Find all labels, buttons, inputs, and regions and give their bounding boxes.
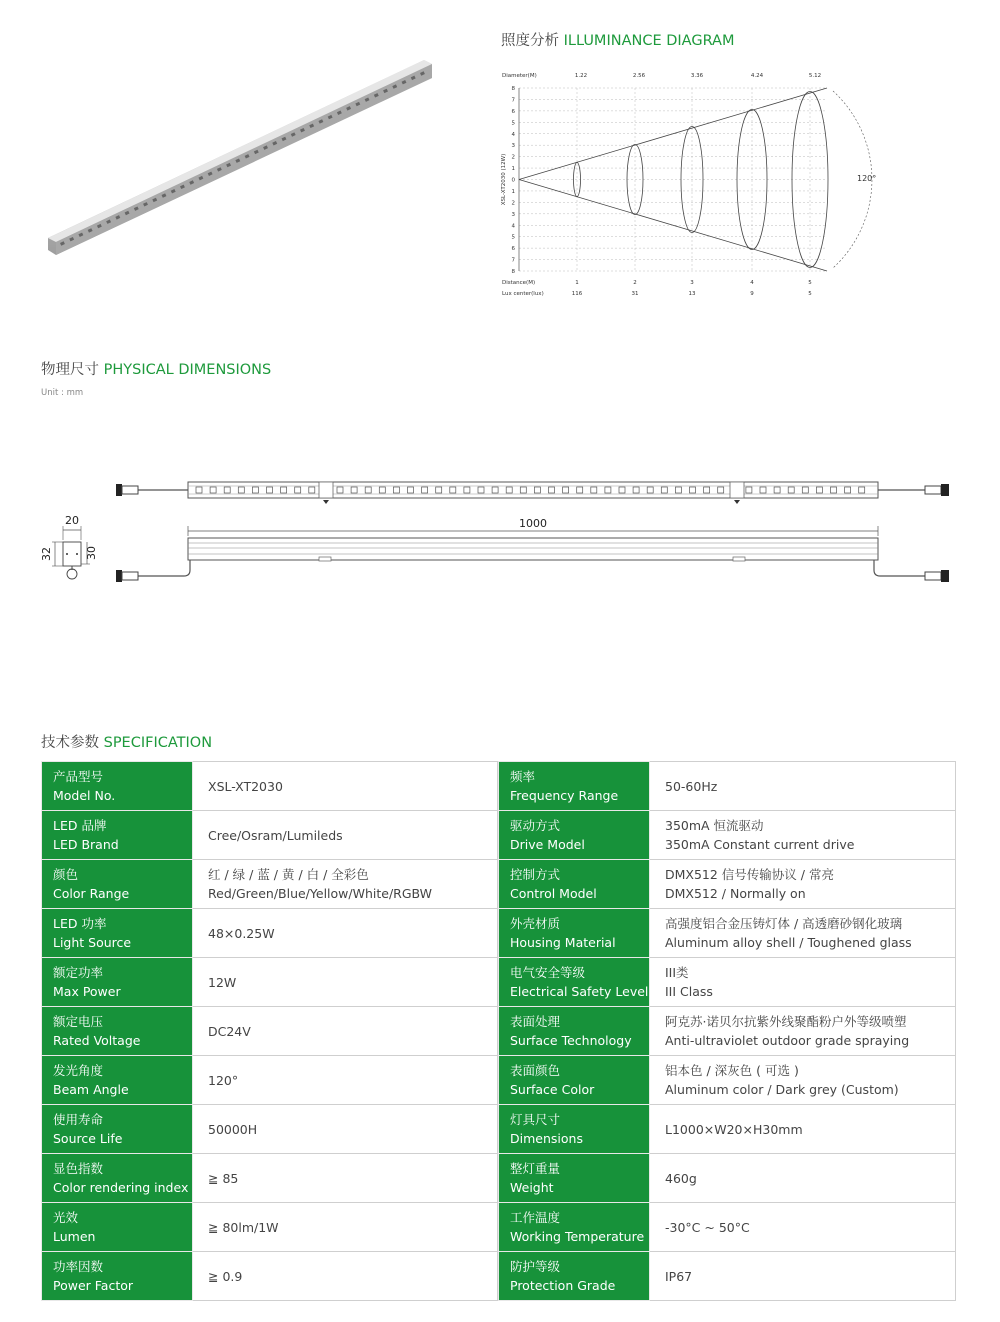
spec-label [42, 958, 193, 1007]
spec-value [650, 860, 956, 909]
led-chip [647, 487, 653, 493]
led-chip [267, 487, 273, 493]
illuminance-title-cn: 照度分析 [501, 33, 559, 49]
spec-label-en: Source Life [53, 1131, 123, 1146]
spec-label-en: Max Power [53, 984, 121, 999]
led-chip [408, 487, 414, 493]
spec-value-line: III类 [665, 965, 689, 980]
illuminance-diagram [495, 65, 895, 305]
led-chip [252, 487, 258, 493]
spec-value-line: Aluminum color / Dark grey (Custom) [665, 1082, 899, 1097]
illuminance-title-en: ILLUMINANCE DIAGRAM [563, 33, 735, 49]
lux-value: 5 [808, 291, 812, 297]
spec-value-line: L1000×W20×H30mm [665, 1121, 803, 1137]
spec-label [42, 1252, 193, 1301]
spec-label-cn: 整灯重量 [510, 1161, 561, 1176]
spec-label-cn: 工作温度 [510, 1210, 561, 1225]
led-chip [845, 487, 851, 493]
spec-label-en: Surface Technology [510, 1033, 632, 1048]
spec-label [499, 1154, 650, 1203]
spec-label [499, 1056, 650, 1105]
spec-label-en: Protection Grade [510, 1278, 616, 1293]
spec-value-line: DMX512 信号传输协议 / 常亮 [665, 867, 834, 882]
spec-label [42, 1056, 193, 1105]
spec-value-line: 铝本色 / 深灰色 ( 可选 ) [665, 1063, 799, 1078]
led-chip [309, 487, 315, 493]
spec-value-line: Anti-ultraviolet outdoor grade spraying [665, 1033, 910, 1048]
diameter-value: 4.24 [750, 73, 764, 79]
spec-label-cn: 电气安全等级 [510, 965, 586, 980]
spec-value [650, 1105, 956, 1154]
height-inner-dimension: 30 [85, 546, 98, 560]
led-chip [549, 487, 555, 493]
y-tick-label: 7 [511, 97, 515, 104]
y-tick-label: 3 [511, 143, 515, 150]
lux-value: 13 [688, 291, 696, 297]
spec-label-cn: 驱动方式 [510, 818, 561, 833]
spec-value-line: -30°C ~ 50°C [665, 1219, 750, 1235]
led-chip [492, 487, 498, 493]
spec-value-line: DMX512 / Normally on [665, 886, 806, 901]
diameter-value: 2.56 [632, 73, 646, 79]
spec-label-en: Weight [510, 1180, 554, 1195]
distance-value: 4 [750, 280, 754, 286]
spec-value-line: 350mA 恒流驱动 [665, 818, 764, 833]
y-tick-label: 2 [511, 154, 515, 161]
spec-label-en: Housing Material [510, 935, 616, 950]
spec-value [193, 1105, 498, 1154]
y-tick-label: 5 [511, 234, 515, 241]
led-chip [196, 487, 202, 493]
product-image [40, 50, 440, 260]
spec-value-line: 12W [208, 974, 237, 990]
led-chip [718, 487, 724, 493]
spec-label-cn: 功率因数 [53, 1259, 104, 1274]
spec-value [193, 1056, 498, 1105]
spec-value [650, 1252, 956, 1301]
dimensions-title-en: PHYSICAL DIMENSIONS [103, 362, 272, 378]
spec-label-en: Electrical Safety Level [510, 984, 649, 999]
spec-value-line: Red/Green/Blue/Yellow/White/RGBW [208, 886, 433, 901]
led-chip [788, 487, 794, 493]
led-chip [450, 487, 456, 493]
spec-label-en: Model No. [53, 788, 116, 803]
led-chip [760, 487, 766, 493]
spec-label-en: Beam Angle [53, 1082, 129, 1097]
spec-row [42, 1252, 956, 1301]
spec-value [193, 958, 498, 1007]
spec-label [42, 762, 193, 811]
spec-value [650, 958, 956, 1007]
spec-label [499, 1252, 650, 1301]
spec-value-line: 50000H [208, 1121, 258, 1137]
led-chip [605, 487, 611, 493]
led-chip [563, 487, 569, 493]
spec-value [193, 1154, 498, 1203]
spec-label-cn: LED 品牌 [53, 818, 107, 833]
height-outer-dimension: 32 [40, 547, 53, 561]
spec-value-line: 120° [208, 1072, 239, 1088]
y-tick-label: 4 [511, 223, 515, 230]
y-tick-label: 3 [511, 211, 515, 218]
spec-label-cn: 防护等级 [510, 1259, 561, 1274]
spec-row [42, 1203, 956, 1252]
spec-label [42, 1007, 193, 1056]
y-tick-label: 8 [511, 269, 515, 275]
dimensions-title-cn: 物理尺寸 [41, 362, 99, 378]
spec-label-en: Power Factor [53, 1278, 134, 1293]
dimension-drawing [30, 470, 970, 600]
dimensions-title [41, 358, 271, 379]
diameter-value: 3.36 [690, 73, 704, 79]
model-axis-label: XSL-XT2030 (12W) [501, 153, 507, 206]
spec-row [42, 762, 956, 811]
spec-label-cn: 光效 [53, 1210, 79, 1225]
led-chip [281, 487, 287, 493]
spec-value [650, 1154, 956, 1203]
spec-value [193, 811, 498, 860]
spec-label-cn: 颜色 [53, 867, 79, 882]
spec-label-en: Light Source [53, 935, 132, 950]
spec-value-line: 350mA Constant current drive [665, 837, 855, 852]
spec-value [650, 1056, 956, 1105]
spec-value-line: 50-60Hz [665, 778, 718, 794]
spec-value [193, 762, 498, 811]
led-chip [675, 487, 681, 493]
spec-value-line: Cree/Osram/Lumileds [208, 827, 343, 843]
spec-label-cn: 控制方式 [510, 867, 561, 882]
y-tick-label: 6 [511, 108, 515, 115]
spec-table [41, 761, 956, 1301]
led-chip [351, 487, 357, 493]
spec-label-cn: 额定电压 [53, 1014, 104, 1029]
y-tick-label: 1 [511, 188, 515, 195]
y-tick-label: 2 [511, 200, 515, 207]
spec-label-cn: 产品型号 [53, 769, 104, 784]
y-tick-label: 7 [511, 257, 515, 264]
lux-value: 31 [631, 291, 639, 297]
led-chip [746, 487, 752, 493]
spec-label [42, 860, 193, 909]
spec-label-cn: 外壳材质 [510, 916, 561, 931]
led-chip [365, 487, 371, 493]
spec-value [650, 1203, 956, 1252]
y-tick-label: 6 [511, 246, 515, 253]
spec-label [499, 1007, 650, 1056]
led-chip [619, 487, 625, 493]
spec-label-cn: LED 功率 [53, 916, 107, 931]
spec-label-en: Dimensions [510, 1131, 583, 1146]
led-chip [393, 487, 399, 493]
led-chip [704, 487, 710, 493]
spec-row [42, 1154, 956, 1203]
spec-value [193, 860, 498, 909]
led-chip [464, 487, 470, 493]
spec-label [42, 909, 193, 958]
y-tick-label: 1 [511, 166, 515, 173]
distance-value: 3 [690, 280, 694, 286]
led-chip [816, 487, 822, 493]
spec-label [42, 811, 193, 860]
beam-angle-label: 120° [857, 174, 877, 183]
led-chip [506, 487, 512, 493]
spec-value [193, 909, 498, 958]
spec-label-en: Rated Voltage [53, 1033, 141, 1048]
led-chip [238, 487, 244, 493]
led-chip [379, 487, 385, 493]
led-chip [690, 487, 696, 493]
spec-label-cn: 额定功率 [53, 965, 104, 980]
spec-title [41, 731, 212, 752]
distance-header: Distance(M) [502, 280, 536, 286]
spec-label-cn: 显色指数 [53, 1161, 104, 1176]
spec-value [650, 1007, 956, 1056]
spec-title-cn: 技术参数 [41, 735, 99, 751]
spec-label-en: Working Temperature [510, 1229, 645, 1244]
spec-label-en: Surface Color [510, 1082, 595, 1097]
led-chip [859, 487, 865, 493]
spec-label-cn: 发光角度 [53, 1063, 104, 1078]
y-tick-label: 8 [511, 86, 515, 92]
led-chip [802, 487, 808, 493]
spec-row [42, 860, 956, 909]
spec-value-line: 红 / 绿 / 蓝 / 黄 / 白 / 全彩色 [208, 867, 369, 882]
led-chip [774, 487, 780, 493]
spec-label [499, 762, 650, 811]
spec-label [499, 958, 650, 1007]
spec-value-line: Aluminum alloy shell / Toughened glass [665, 935, 912, 950]
lux-header: Lux center(lux) [502, 291, 544, 297]
spec-value-line: XSL-XT2030 [208, 778, 283, 794]
spec-value [193, 1203, 498, 1252]
distance-value: 1 [575, 280, 579, 286]
led-chip [591, 487, 597, 493]
led-chip [633, 487, 639, 493]
spec-label-cn: 表面颜色 [510, 1063, 561, 1078]
spec-value-line: IP67 [665, 1268, 693, 1284]
spec-label-en: Frequency Range [510, 788, 619, 803]
spec-label [499, 1203, 650, 1252]
spec-value-line: DC24V [208, 1023, 251, 1039]
led-chip [478, 487, 484, 493]
spec-row [42, 909, 956, 958]
y-tick-label: 5 [511, 120, 515, 127]
spec-label-cn: 灯具尺寸 [510, 1112, 561, 1127]
unit-label: Unit : mm [41, 388, 84, 398]
spec-value [650, 811, 956, 860]
led-chip [520, 487, 526, 493]
spec-value [193, 1252, 498, 1301]
y-tick-label: 4 [511, 131, 515, 138]
diameter-value: 1.22 [574, 73, 588, 79]
spec-row [42, 958, 956, 1007]
led-chip [577, 487, 583, 493]
led-chip [831, 487, 837, 493]
spec-label [499, 860, 650, 909]
illuminance-title [501, 29, 735, 50]
led-chip [295, 487, 301, 493]
spec-label [42, 1105, 193, 1154]
spec-value [650, 909, 956, 958]
distance-value: 5 [808, 280, 812, 286]
spec-label [499, 909, 650, 958]
led-chip [534, 487, 540, 493]
spec-value [193, 1007, 498, 1056]
distance-value: 2 [633, 280, 637, 286]
spec-value-line: ≧ 0.9 [208, 1268, 243, 1284]
spec-label-en: Lumen [53, 1229, 96, 1244]
spec-value-line: 阿克苏·诺贝尔抗紫外线聚酯粉户外等级喷塑 [665, 1014, 907, 1029]
spec-label-en: Color rendering index [53, 1180, 189, 1195]
spec-label-cn: 使用寿命 [53, 1112, 104, 1127]
spec-value [650, 762, 956, 811]
length-dimension: 1000 [519, 517, 547, 530]
spec-label [42, 1203, 193, 1252]
spec-value-line: 460g [665, 1170, 697, 1186]
spec-label-en: Control Model [510, 886, 597, 901]
spec-row [42, 1105, 956, 1154]
spec-row [42, 1056, 956, 1105]
spec-row [42, 1007, 956, 1056]
diameter-value: 5.12 [808, 73, 822, 79]
spec-label-en: Color Range [53, 886, 130, 901]
spec-label-en: Drive Model [510, 837, 585, 852]
lux-value: 9 [750, 291, 754, 297]
width-dimension: 20 [65, 514, 79, 527]
led-chip [422, 487, 428, 493]
led-chip [337, 487, 343, 493]
spec-value-line: III Class [665, 984, 713, 999]
spec-value-line: ≧ 85 [208, 1170, 239, 1186]
spec-label-en: LED Brand [53, 837, 119, 852]
led-chip [661, 487, 667, 493]
spec-label [499, 1105, 650, 1154]
led-chip [436, 487, 442, 493]
lux-value: 116 [571, 291, 583, 297]
led-chip [210, 487, 216, 493]
spec-label [42, 1154, 193, 1203]
spec-value-line: ≧ 80lm/1W [208, 1219, 279, 1235]
led-chip [224, 487, 230, 493]
spec-label [499, 811, 650, 860]
spec-label-cn: 表面处理 [510, 1014, 561, 1029]
spec-row [42, 811, 956, 860]
spec-label-cn: 频率 [510, 769, 536, 784]
diameter-header: Diameter(M) [502, 73, 537, 79]
spec-value-line: 48×0.25W [208, 925, 275, 941]
spec-title-en: SPECIFICATION [103, 735, 213, 751]
spec-value-line: 高强度铝合金压铸灯体 / 高透磨砂钢化玻璃 [665, 916, 903, 931]
y-tick-label: 0 [511, 177, 515, 184]
